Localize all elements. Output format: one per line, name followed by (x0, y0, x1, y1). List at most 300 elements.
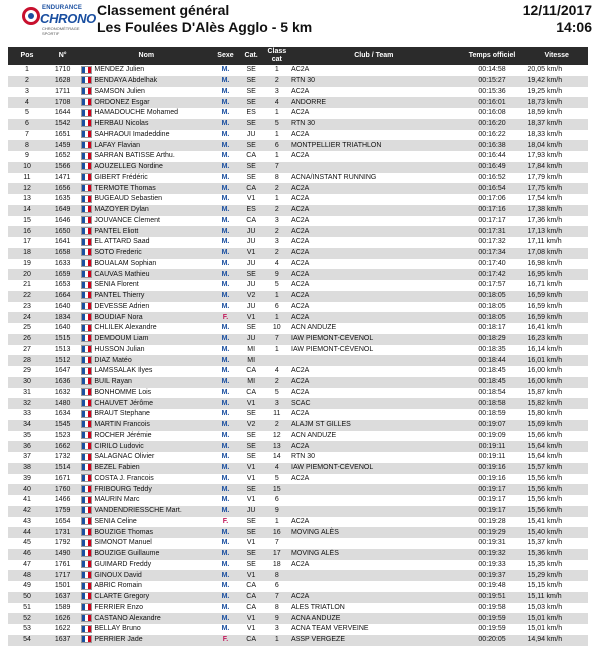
cell-club: AC2A (289, 205, 459, 216)
cell-class-cat: 5 (274, 388, 279, 396)
cell-class-cat: 12 (272, 431, 281, 439)
runner-name: SENIA Florent (94, 281, 139, 289)
cell-sexe: M. (221, 173, 230, 181)
table-row (8, 216, 588, 227)
cell-club: ACNA ANDUZE (289, 613, 459, 624)
cell-vitesse: 15,41 km/h (527, 517, 563, 525)
table-row (8, 87, 588, 98)
cell-cat: SE (238, 527, 265, 538)
cell-class-cat: 1 (265, 291, 290, 302)
cell-vitesse: 17,54 km/h (527, 195, 563, 203)
cell-sexe: M. (213, 291, 238, 302)
cell-club: IAW PIEMONT-CÉVENOL (289, 334, 459, 345)
france-flag-icon (81, 410, 92, 418)
cell-club: AC2A (289, 377, 459, 388)
cell-cat: CA (246, 388, 256, 396)
table-row (8, 194, 588, 205)
cell-nom (79, 87, 213, 98)
cell-club: ACNA/INSTANT RUNNING (291, 173, 377, 181)
cell-nom (79, 549, 213, 560)
cell-cat: SE (238, 119, 265, 130)
cell-nom (79, 409, 213, 420)
cell-club (289, 506, 459, 517)
table-row (8, 484, 588, 495)
cell-club: MOVING ALÈS (289, 549, 459, 560)
cell-pos: 50 (8, 592, 46, 603)
cell-num: 1708 (46, 97, 79, 108)
cell-sexe: M. (221, 582, 230, 590)
cell-sexe: M. (221, 496, 230, 504)
cell-vitesse: 15,29 km/h (526, 570, 589, 581)
cell-nom (79, 237, 213, 248)
runner-name: LAFAY Flavian (94, 141, 141, 149)
cell-temps: 00:19:17 (459, 484, 526, 495)
cell-sexe: M. (221, 259, 230, 267)
cell-nom (79, 570, 213, 581)
cell-pos: 45 (23, 539, 31, 547)
cell-num: 1637 (46, 635, 79, 646)
france-flag-icon (81, 571, 92, 579)
cell-num: 1834 (46, 312, 79, 323)
france-flag-icon (81, 152, 92, 160)
cell-nom (79, 312, 213, 323)
cell-cat: MI (247, 345, 256, 353)
france-flag-icon (81, 248, 92, 256)
cell-pos: 25 (23, 324, 31, 332)
cell-temps: 00:19:16 (459, 463, 526, 474)
cell-cat: MI (238, 377, 265, 388)
cell-num: 1566 (46, 162, 79, 173)
cell-temps: 00:19:28 (478, 517, 506, 525)
cell-nom (79, 269, 213, 280)
cell-cat: SE (238, 484, 265, 495)
cell-cat: SE (246, 517, 256, 525)
cell-num: 1710 (54, 66, 71, 74)
cell-temps: 00:19:51 (459, 592, 526, 603)
cell-club: AC2A (291, 388, 310, 396)
cell-num: 1641 (54, 238, 71, 246)
cell-temps: 00:17:34 (459, 248, 526, 259)
cell-class-cat: 8 (265, 570, 290, 581)
cell-pos: 29 (23, 367, 31, 375)
france-flag-icon (81, 431, 92, 439)
table-row (8, 259, 588, 270)
cell-nom (79, 345, 213, 356)
cell-sexe: M. (221, 238, 230, 246)
runner-name: HERBAU Nicolas (94, 120, 149, 128)
table-row (8, 302, 588, 313)
runner-name: BOUALAM Sophian (94, 259, 157, 267)
cell-class-cat: 2 (265, 248, 290, 259)
cell-vitesse: 15,01 km/h (527, 625, 563, 633)
cell-nom (79, 603, 213, 614)
cell-sexe: F. (222, 517, 229, 525)
col-header-nom[interactable]: Nom (79, 47, 213, 65)
runner-name: ABRIC Romain (94, 582, 142, 590)
runner-name: PANTEL Thierry (94, 292, 145, 300)
page-title: Classement général (97, 2, 230, 18)
table-row (8, 452, 588, 463)
france-flag-icon (81, 549, 92, 557)
cell-num: 1646 (54, 216, 71, 224)
col-header-cat[interactable]: Cat. (238, 47, 265, 65)
cell-cat: V1 (246, 195, 256, 203)
cell-nom (79, 173, 213, 184)
cell-club: AC2A (291, 560, 310, 568)
cell-temps: 00:16:52 (478, 173, 506, 181)
cell-num: 1514 (46, 463, 79, 474)
cell-pos: 38 (8, 463, 46, 474)
cell-class-cat: 1 (265, 635, 290, 646)
cell-vitesse: 15,35 km/h (527, 560, 563, 568)
cell-pos: 7 (25, 130, 29, 138)
cell-class-cat: 1 (274, 517, 279, 525)
cell-club: ACNA TEAM VERVEINE (291, 625, 369, 633)
cell-nom (79, 151, 213, 162)
runner-name: CHLILEK Alexandre (94, 324, 157, 332)
table-row (8, 183, 588, 194)
france-flag-icon (81, 614, 92, 622)
cell-pos: 37 (23, 453, 31, 461)
table-row (8, 345, 588, 356)
cell-vitesse: 16,59 km/h (526, 291, 589, 302)
runner-name: COSTA J. Francois (94, 474, 154, 482)
runner-name: GUIMARD Freddy (94, 560, 152, 568)
cell-sexe: M. (221, 453, 230, 461)
cell-sexe: M. (221, 560, 230, 568)
cell-num: 1480 (46, 398, 79, 409)
cell-temps: 00:19:17 (478, 496, 506, 504)
cell-class-cat: 3 (274, 216, 279, 224)
cell-sexe: M. (213, 484, 238, 495)
cell-class-cat: 6 (274, 302, 279, 310)
cell-sexe: M. (213, 420, 238, 431)
cell-cat: V1 (238, 312, 265, 323)
col-header-club[interactable]: Club / Team (289, 47, 459, 65)
cell-pos: 21 (23, 281, 31, 289)
cell-nom (79, 65, 213, 76)
france-flag-icon (81, 334, 92, 342)
cell-class-cat: 1 (274, 66, 279, 74)
cell-club: AC2A (289, 291, 459, 302)
cell-temps: 00:19:59 (478, 625, 506, 633)
cell-vitesse: 17,84 km/h (526, 162, 589, 173)
cell-class-cat: 5 (265, 119, 290, 130)
cell-pos: 16 (8, 226, 46, 237)
cell-club: MOVING ALÈS (289, 527, 459, 538)
cell-num: 1652 (54, 152, 71, 160)
cell-num: 1635 (54, 195, 71, 203)
cell-pos: 54 (8, 635, 46, 646)
cell-sexe: M. (213, 162, 238, 173)
cell-cat: JU (246, 259, 256, 267)
cell-vitesse: 17,93 km/h (527, 152, 563, 160)
cell-nom (79, 613, 213, 624)
runner-name: HAMADOUCHE Mohamed (94, 109, 179, 117)
table-row (8, 506, 588, 517)
cell-club: AC2A (291, 474, 310, 482)
france-flag-icon (81, 345, 92, 353)
results-table (8, 47, 588, 646)
runner-name: BELLAY Bruno (94, 625, 141, 633)
cell-cat: V1 (246, 539, 256, 547)
cell-num: 1637 (46, 592, 79, 603)
cell-class-cat: 2 (265, 205, 290, 216)
runner-name: SAMSON Julien (94, 87, 145, 95)
cell-sexe: M. (221, 625, 230, 633)
france-flag-icon (81, 377, 92, 385)
cell-class-cat: 1 (274, 109, 279, 117)
runner-name: SAHRAOUI Imadeddine (94, 130, 170, 138)
cell-temps: 00:20:05 (459, 635, 526, 646)
cell-temps: 00:16:08 (478, 109, 506, 117)
cell-sexe: M. (213, 183, 238, 194)
cell-class-cat: 2 (265, 420, 290, 431)
cell-cat: CA (246, 367, 256, 375)
cell-cat: MI (238, 355, 265, 366)
cell-num: 1466 (54, 496, 71, 504)
cell-club (289, 162, 459, 173)
logo-text-main: CHRONO (40, 11, 96, 26)
cell-temps: 00:18:35 (478, 345, 506, 353)
cell-pos: 24 (8, 312, 46, 323)
cell-cat: CA (238, 635, 265, 646)
cell-vitesse: 15,01 km/h (526, 613, 589, 624)
france-flag-icon (81, 399, 92, 407)
table-row (8, 560, 588, 571)
cell-pos: 39 (23, 474, 31, 482)
runner-name: CHAUVET Jérôme (94, 399, 153, 407)
cell-class-cat: 4 (265, 97, 290, 108)
cell-pos: 31 (23, 388, 31, 396)
cell-cat: CA (238, 592, 265, 603)
cell-sexe: M. (221, 87, 230, 95)
france-flag-icon (81, 603, 92, 611)
table-row (8, 226, 588, 237)
table-row (8, 570, 588, 581)
table-row (8, 162, 588, 173)
cell-pos: 52 (8, 613, 46, 624)
cell-vitesse: 15,56 km/h (526, 506, 589, 517)
cell-temps: 00:18:44 (459, 355, 526, 366)
cell-vitesse: 16,71 km/h (527, 281, 563, 289)
cell-cat: SE (246, 431, 256, 439)
cell-vitesse: 18,04 km/h (526, 140, 589, 151)
france-flag-icon (81, 517, 92, 525)
cell-num: 1760 (46, 484, 79, 495)
cell-pos: 20 (8, 269, 46, 280)
cell-sexe: M. (221, 195, 230, 203)
table-row (8, 388, 588, 399)
cell-temps: 00:19:29 (459, 527, 526, 538)
results-body (8, 65, 588, 646)
cell-temps: 00:18:45 (459, 377, 526, 388)
cell-nom (79, 441, 213, 452)
cell-vitesse: 15,56 km/h (527, 474, 563, 482)
cell-class-cat: 9 (265, 269, 290, 280)
cell-class-cat: 1 (265, 312, 290, 323)
cell-club: AC2A (291, 87, 310, 95)
france-flag-icon (81, 98, 92, 106)
cell-sexe: M. (221, 324, 230, 332)
cell-nom (79, 517, 213, 528)
cell-sexe: M. (213, 334, 238, 345)
col-header-sexe[interactable]: Sexe (213, 47, 238, 65)
cell-nom (79, 119, 213, 130)
cell-num: 1471 (54, 173, 71, 181)
cell-cat: V1 (238, 570, 265, 581)
cell-class-cat: 1 (274, 195, 279, 203)
cell-cat: V1 (238, 613, 265, 624)
cell-pos: 28 (8, 355, 46, 366)
cell-cat: JU (238, 226, 265, 237)
cell-num: 1636 (46, 377, 79, 388)
france-flag-icon (81, 367, 92, 375)
cell-class-cat: 6 (265, 140, 290, 151)
runner-name: FERRIER Enzo (94, 603, 143, 611)
table-row (8, 248, 588, 259)
cell-sexe: M. (213, 463, 238, 474)
cell-sexe: M. (213, 248, 238, 259)
cell-num: 1622 (54, 625, 71, 633)
cell-nom (79, 334, 213, 345)
cell-club (289, 538, 459, 549)
france-flag-icon (81, 313, 92, 321)
cell-nom (79, 538, 213, 549)
cell-num: 1717 (46, 570, 79, 581)
cell-sexe: M. (213, 527, 238, 538)
cell-num: 1664 (46, 291, 79, 302)
cell-temps: 00:18:45 (478, 367, 506, 375)
france-flag-icon (81, 205, 92, 213)
runner-name: GIBERT Frédéric (94, 173, 148, 181)
cell-club: AC2A (289, 248, 459, 259)
cell-temps: 00:17:06 (478, 195, 506, 203)
cell-club (289, 484, 459, 495)
cell-num: 1658 (46, 248, 79, 259)
cell-num: 1632 (54, 388, 71, 396)
cell-temps: 00:18:54 (478, 388, 506, 396)
cell-vitesse: 17,38 km/h (526, 205, 589, 216)
cell-num: 1792 (54, 539, 71, 547)
cell-club: AC2A (291, 195, 310, 203)
cell-num: 1761 (54, 560, 71, 568)
cell-temps: 00:19:48 (478, 582, 506, 590)
table-row (8, 463, 588, 474)
cell-cat: SE (238, 269, 265, 280)
cell-class-cat: 2 (265, 183, 290, 194)
france-flag-icon (81, 66, 92, 74)
cell-sexe: M. (221, 66, 230, 74)
cell-vitesse: 15,66 km/h (527, 431, 563, 439)
cell-nom (79, 452, 213, 463)
cell-club: AC2A (289, 269, 459, 280)
cell-club: AC2A (291, 410, 310, 418)
runner-name: SARRAN BATISSE Arthu. (94, 152, 175, 160)
col-header-vitesse[interactable]: Vitesse (526, 47, 589, 65)
table-row (8, 76, 588, 87)
runner-name: MENDEZ Julien (94, 66, 145, 74)
cell-vitesse: 15,56 km/h (527, 496, 563, 504)
cell-nom (79, 194, 213, 205)
cell-cat: JU (246, 130, 256, 138)
report-header (0, 0, 600, 48)
table-row (8, 237, 588, 248)
france-flag-icon (81, 238, 92, 246)
france-flag-icon (81, 442, 92, 450)
cell-temps: 00:19:11 (459, 441, 526, 452)
table-row (8, 140, 588, 151)
cell-num: 1662 (46, 441, 79, 452)
cell-num: 1501 (54, 582, 71, 590)
france-flag-icon (81, 87, 92, 95)
france-flag-icon (81, 528, 92, 536)
cell-class-cat: 7 (265, 162, 290, 173)
runner-name: SOTO Frederic (94, 249, 142, 257)
cell-temps: 00:17:42 (459, 269, 526, 280)
cell-pos: 41 (23, 496, 31, 504)
cell-sexe: M. (213, 570, 238, 581)
france-flag-icon (81, 560, 92, 568)
cell-cat: SE (246, 324, 256, 332)
cell-num: 1490 (46, 549, 79, 560)
cell-nom (79, 495, 213, 506)
race-name: Les Foulées D'Alès Agglo - 5 km (97, 19, 313, 35)
cell-nom (79, 205, 213, 216)
col-header-num[interactable]: N° (46, 47, 79, 65)
cell-temps: 00:18:29 (459, 334, 526, 345)
cell-vitesse: 20,05 km/h (527, 66, 563, 74)
cell-num: 1640 (54, 302, 71, 310)
cell-cat: SE (246, 560, 256, 568)
france-flag-icon (81, 485, 92, 493)
runner-name: SALAGNAC Olivier (94, 453, 155, 461)
cell-pos: 15 (23, 216, 31, 224)
cell-nom (79, 216, 213, 227)
france-flag-icon (81, 506, 92, 514)
table-row (8, 119, 588, 130)
france-flag-icon (81, 162, 92, 170)
cell-club: AC2A (291, 238, 310, 246)
report-date: 12/11/2017 (522, 2, 592, 18)
logo-ring-icon (22, 7, 40, 25)
cell-club: IAW PIEMONT-CÉVENOL (289, 463, 459, 474)
cell-pos: 11 (23, 173, 31, 181)
cell-pos: 47 (23, 560, 31, 568)
cell-vitesse: 15,64 km/h (527, 453, 563, 461)
cell-num: 1732 (54, 453, 71, 461)
cell-class-cat: 2 (265, 226, 290, 237)
runner-name: VANDENDRIESSCHE Mart. (94, 507, 182, 515)
col-header-temps[interactable]: Temps officiel (459, 47, 526, 65)
cell-nom (79, 635, 213, 646)
col-header-class-cat[interactable]: Class cat (265, 47, 290, 65)
france-flag-icon (81, 195, 92, 203)
cell-pos: 14 (8, 205, 46, 216)
cell-club: ASSP VERGEZE (289, 635, 459, 646)
cell-club: AC2A (291, 66, 310, 74)
col-header-pos[interactable]: Pos (8, 47, 46, 65)
cell-pos: 18 (8, 248, 46, 259)
cell-pos: 40 (8, 484, 46, 495)
endurance-chrono-logo (22, 3, 96, 41)
cell-club: RTN 30 (289, 119, 459, 130)
cell-temps: 00:16:44 (478, 152, 506, 160)
france-flag-icon (81, 453, 92, 461)
runner-name: MAURIN Marc (94, 496, 140, 504)
cell-cat: V1 (246, 496, 256, 504)
runner-name: BRAUT Stephane (94, 410, 150, 418)
